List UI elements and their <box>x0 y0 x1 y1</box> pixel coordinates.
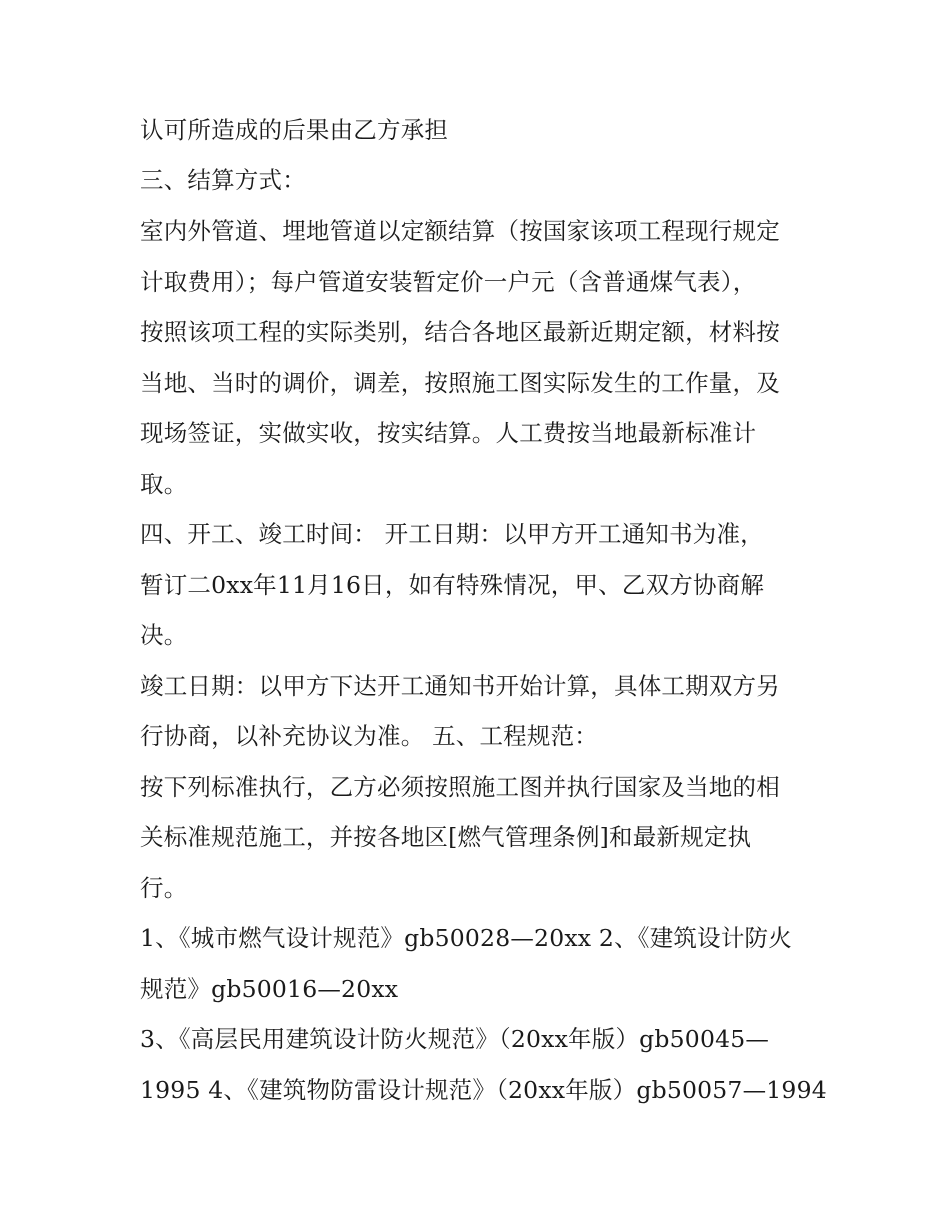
text-line: 认可所造成的后果由乙方承担 <box>140 116 449 144</box>
text-line: 行协商，以补充协议为准。 五、工程规范： <box>140 722 598 750</box>
text-line: 决。 <box>140 621 188 649</box>
text-line: 室内外管道、埋地管道以定额结算（按国家该项工程现行规定 <box>140 217 780 245</box>
list-item: 3、《高层民用建筑设计防火规范》（20xx年版）gb50045— <box>140 1025 770 1053</box>
text-line: 按下列标准执行，乙方必须按照施工图并执行国家及当地的相 <box>140 773 780 801</box>
section-heading: 四、开工、竣工时间： 开工日期：以甲方开工通知书为准， <box>140 520 764 548</box>
text-line: 行。 <box>140 874 188 902</box>
text-line: 取。 <box>140 470 188 498</box>
section-heading: 三、结算方式： <box>140 166 306 194</box>
text-line: 暂订二0xx年11月16日，如有特殊情况，甲、乙双方协商解 <box>140 571 765 599</box>
list-item: 1、《城市燃气设计规范》gb50028—20xx 2、《建筑设计防火 <box>140 924 792 952</box>
text-line: 现场签证，实做实收，按实结算。人工费按当地最新标准计 <box>140 419 757 447</box>
list-item: 规范》gb50016—20xx <box>140 975 399 1003</box>
text-line: 竣工日期：以甲方下达开工通知书开始计算，具体工期双方另 <box>140 672 780 700</box>
text-line: 计取费用）；每户管道安装暂定价一户元（含普通煤气表）， <box>140 268 757 296</box>
text-line: 当地、当时的调价，调差，按照施工图实际发生的工作量，及 <box>140 369 780 397</box>
text-line: 按照该项工程的实际类别，结合各地区最新近期定额，材料按 <box>140 318 780 346</box>
list-item: 1995 4、《建筑物防雷设计规范》（20xx年版）gb50057—1994 <box>140 1076 827 1104</box>
text-line: 关标准规范施工，并按各地区[燃气管理条例]和最新规定执 <box>140 823 752 851</box>
